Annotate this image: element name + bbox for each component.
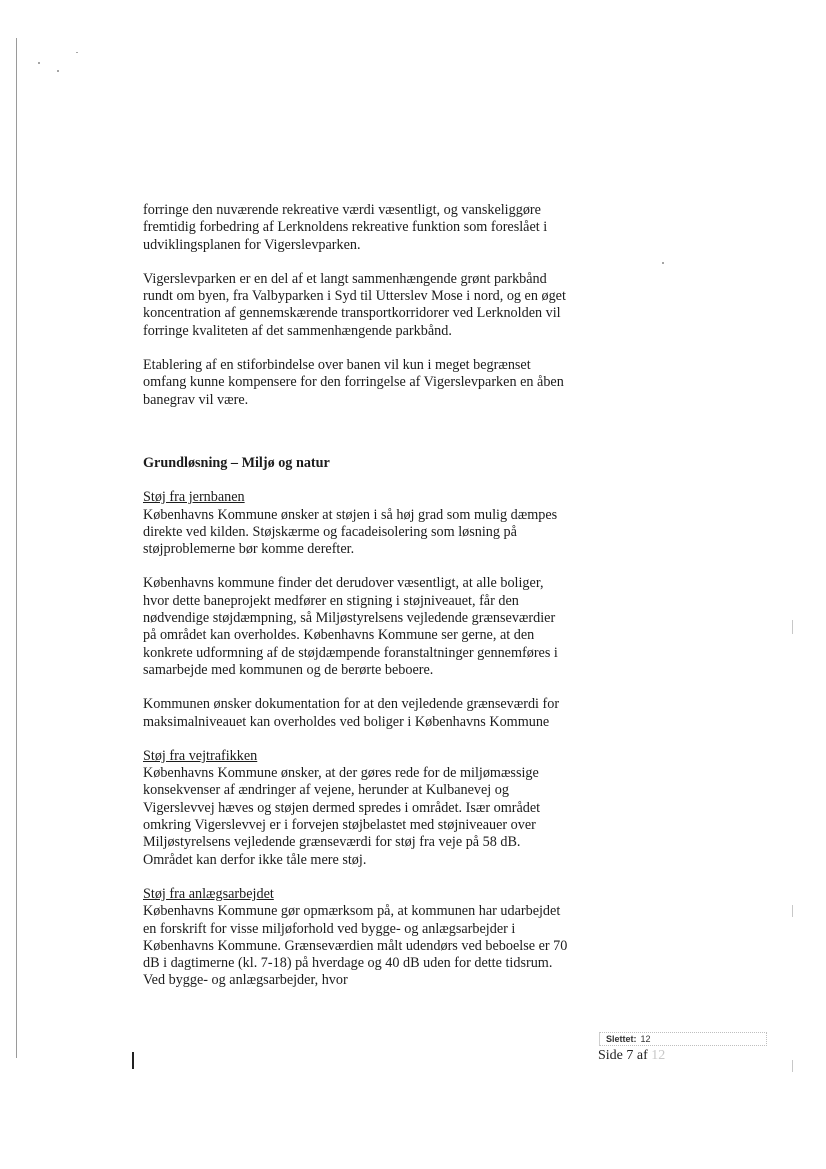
body-paragraph: Kommunen ønsker dokumentation for at den vejledende grænseværdi for maksimalniveauet kan overholdes ved boliger i Københavns Kommune <box>143 696 560 730</box>
anlaeg-block <box>143 886 568 990</box>
document-body <box>143 202 568 1007</box>
body-paragraph: Københavns Kommune gør opmærksom på, at kommunen har udarbejdet en forskrift for visse miljøforhold ved bygge- og anlægsarbejder i Københavns Kommune. Grænseværdien målt udendørs ved beboelse er 70 dB i dagtimerne (kl. 7-18) på hverdage og 40 dB uden for dette tidsrum. Ved bygge- og anlægsarbejder, hvor <box>143 903 568 989</box>
text-cursor <box>132 1052 134 1069</box>
vejtrafik-block <box>143 748 568 869</box>
body-paragraph: Etablering af en stiforbindelse over banen vil kun i meget begrænset omfang kunne kompensere for den forringelse af Vigerslevparken en åben banegrav vil være. <box>143 357 564 408</box>
page-number <box>598 1048 665 1064</box>
scan-mark <box>792 905 793 917</box>
subheading-anlaeg: Støj fra anlægsarbejdet <box>143 885 274 902</box>
deleted-value: 12 <box>640 1034 651 1044</box>
section-heading: Grundløsning – Miljø og natur <box>143 454 330 471</box>
scan-mark <box>792 1060 793 1072</box>
scan-speck <box>76 52 78 53</box>
scan-speck <box>57 70 59 72</box>
body-paragraph: forringe den nuværende rekreative værdi væsentligt, og vanskeliggøre fremtidig forbedring af Lerknoldens rekreative funktion som foreslået i udviklingsplanen for Vigerslevparken. <box>143 202 548 253</box>
body-paragraph: Københavns Kommune ønsker, at der gøres rede for de miljømæssige konsekvenser af ændringer af vejene, herunder at Kulbanevej og Vigerslevvej hæves og støjen dermed spredes i området. Især området omkring Vigerslevvej er i forvejen støjbelastet med støjniveauer over Miljøstyrelsens vejledende grænseværdi for støj fra veje på 58 dB. Området kan derfor ikke tåle mere støj. <box>143 765 541 868</box>
body-paragraph: Vigerslevparken er en del af et langt sammenhængende grønt parkbånd rundt om byen, fra Valbyparken i Syd til Utterslev Mose i nord, og en øget koncentration af gennemskærende transportkorridorer ved Lerknolden vil forringe kvaliteten af det sammenhængende parkbånd. <box>143 270 566 339</box>
body-paragraph: Københavns Kommune ønsker at støjen i så høj grad som mulig dæmpes direkte ved kilden. Støjskærme og facadeisolering som løsning på støjproblemerne bør komme derefter. <box>143 506 558 558</box>
jernbane-block <box>143 489 568 558</box>
scan-mark <box>792 620 793 634</box>
scan-speck <box>662 262 664 264</box>
scan-speck <box>38 62 40 64</box>
page-label: Side 7 af <box>598 1048 648 1063</box>
deleted-label: Slettet: <box>606 1034 637 1044</box>
body-paragraph: Københavns kommune finder det derudover væsentligt, at alle boliger, hvor dette baneprojekt medfører en stigning i støjniveauet, får den nødvendige støjdæmpning, så Miljøstyrelsens vejledende grænseværdier på området kan overholdes. Københavns Kommune ser gerne, at den konkrete udformning af de støjdæmpende foranstaltninger gennemføres i samarbejde med kommunen og de berørte beboere. <box>143 575 558 678</box>
deleted-comment-balloon[interactable] <box>599 1032 767 1046</box>
scan-edge-line <box>16 38 17 1058</box>
page-total-faint: 12 <box>651 1048 666 1063</box>
subheading-vejtrafik: Støj fra vejtrafikken <box>143 747 258 764</box>
subheading-jernbane: Støj fra jernbanen <box>143 489 245 506</box>
